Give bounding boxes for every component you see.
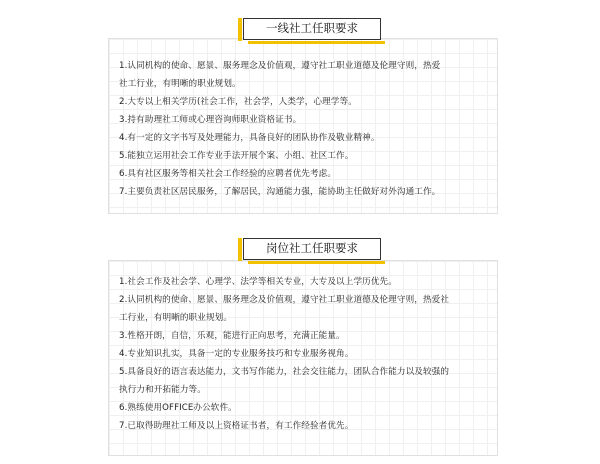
section-title-frontline: 一线社工任职要求 [243,18,381,40]
requirements-card-position [108,260,498,456]
section-title-position: 岗位社工任职要求 [243,238,381,260]
list-item: 6.具有社区服务等相关社会工作经验的应聘者优先考虑。 [119,169,337,179]
requirements-list-frontline [119,57,487,201]
list-item: 4.有一定的文字书写及处理能力，具备良好的团队协作及敬业精神。 [119,133,380,143]
list-item: 社工行业，有明晰的职业规划。 [119,79,241,89]
requirements-list-position [119,273,487,435]
list-item: 6.熟练使用OFFICE办公软件。 [119,403,237,413]
list-item: 5.能独立运用社会工作专业手法开展个案、小组、社区工作。 [119,151,354,161]
list-item: 执行力和开拓能力等。 [119,385,206,395]
list-item: 3.性格开朗，自信，乐观，能进行正向思考，充满正能量。 [119,331,345,341]
list-item: 2.认同机构的使命、愿景、服务理念及价值观，遵守社工职业道德及伦理守则，热爱社 [119,295,450,305]
list-item: 3.持有助理社工师或心理咨询师职业资格证书。 [119,115,302,125]
list-item: 工行业，有明晰的职业规划。 [119,313,233,323]
list-item: 7.已取得助理社工师及以上资格证书者，有工作经验者优先。 [119,421,354,431]
list-item: 1.社会工作及社会学、心理学、法学等相关专业，大专及以上学历优先。 [119,277,397,287]
list-item: 5.具备良好的语言表达能力，文书写作能力，社会交往能力，团队合作能力以及较强的 [119,367,450,377]
requirements-card-frontline [108,38,498,214]
list-item: 4.专业知识扎实，具备一定的专业服务技巧和专业服务视角。 [119,349,354,359]
list-item: 7.主要负责社区居民服务，了解居民，沟通能力强，能协助主任做好对外沟通工作。 [119,187,441,197]
list-item: 1.认同机构的使命、愿景、服务理念及价值观，遵守社工职业道德及伦理守则，热爱 [119,61,441,71]
list-item: 2.大专以上相关学历(社会工作，社会学，人类学，心理学等。 [119,97,357,107]
